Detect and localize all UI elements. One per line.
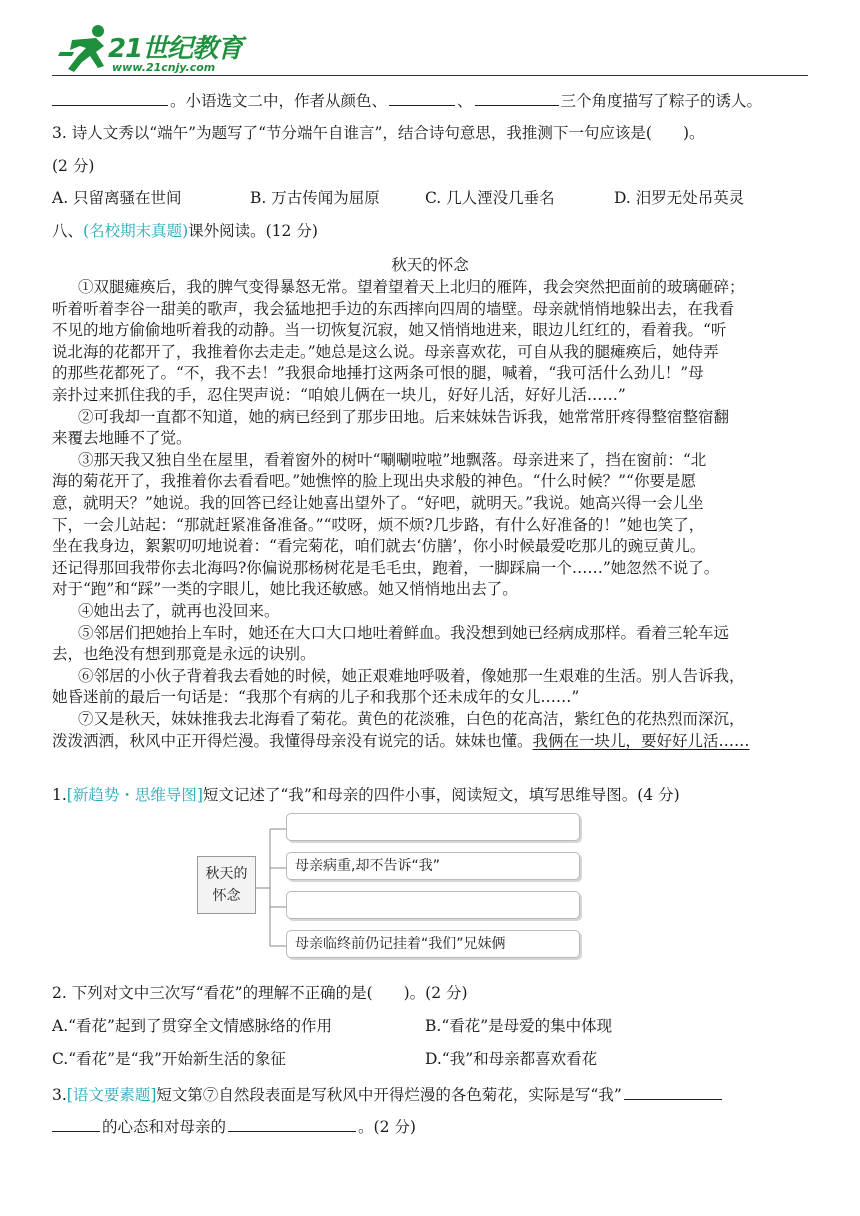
q2-text: 。小语选文二中，作者从颜色、	[170, 92, 388, 110]
q3-section-line2	[52, 1115, 416, 1137]
q3-tag: [语文要素题]	[66, 1086, 157, 1104]
passage-line: 说北海的花都开了，我推着你去走走。”她总是这么说。母亲喜欢花，可自从我的腿瘫痪后，她侍弄	[52, 342, 719, 361]
passage-line: 海的菊花开了，我推着你去看看吧。”她憔悴的脸上现出央求般的神色。“什么时候？”“你要是愿	[52, 472, 696, 491]
q3-text: 短文第⑦自然段表面是写秋风中开得烂漫的各色菊花，实际是写“我”	[156, 1086, 622, 1104]
answer-blank[interactable]	[475, 89, 559, 106]
section-title: 课外阅读。(12 分)	[188, 222, 318, 240]
q3-score: (2 分)	[52, 157, 95, 175]
passage-line: 亲扑过来抓住我的手，忍住哭声说：“咱娘儿俩在一块儿，好好儿活，好好儿活……”	[52, 386, 626, 404]
passage-line-text: 泼泼洒洒，秋风中正开得烂漫。我懂得母亲没有说完的话。妹妹也懂。	[52, 731, 533, 750]
mindmap-root-line2: 怀念	[212, 888, 241, 904]
q3-question: 3. 诗人文秀以“端午”为题写了“节分端午自谁言”，结合诗句意思，我推测下一句应该是( )。	[52, 124, 705, 142]
q2-question: 2. 下列对文中三次写“看花”的理解不正确的是( )。(2 分)	[52, 984, 468, 1002]
passage-line: 的那些花都死了。“不，我不去！”我狠命地捶打这两条可恨的腿，喊着，“我可活什么劲儿！”母	[52, 364, 704, 383]
answer-blank[interactable]	[228, 1115, 356, 1132]
mindmap-branch-1[interactable]	[286, 813, 580, 841]
q1-question	[52, 785, 680, 805]
q3-section-question	[52, 1083, 724, 1105]
answer-blank[interactable]	[624, 1083, 722, 1100]
underlined-sentence: 我俩在一块儿，要好好儿活……	[532, 731, 750, 750]
passage-line: 意，就明天？”她说。我的回答已经让她喜出望外了。“好吧，就明天。”我说。她高兴得一会儿坐	[52, 494, 704, 512]
answer-blank[interactable]	[52, 89, 168, 106]
passage-line: 去，也绝没有想到那竟是永远的诀别。	[52, 645, 316, 664]
passage-line: 来覆去地睡不了觉。	[52, 429, 192, 448]
q2-option-c[interactable]: C.“看花”是“我”开始新生活的象征	[52, 1050, 286, 1068]
logo-url: www.21cnjy.com	[112, 61, 216, 74]
passage-line: 坐在我身边，絮絮叨叨地说着：“看完菊花，咱们就去‘仿膳’，你小时候最爱吃那儿的豌豆黄儿。	[52, 537, 706, 556]
q3-number: 3.	[52, 1086, 67, 1104]
passage-line: 下，一会儿站起：“那就赶紧准备准备。”“哎呀，烦不烦?几步路，有什么好准备的！”她也笑了，	[52, 515, 705, 534]
answer-blank[interactable]	[389, 89, 455, 106]
passage-line: 还记得那回我带你去北海吗?你偏说那杨树花是毛毛虫，跑着，一脚踩扁一个……”她忽然不说了。	[52, 558, 720, 577]
q3-option-a[interactable]: A. 只留离骚在世间	[52, 189, 182, 207]
passage-line: ③那天我又独自坐在屋里，看着窗外的树叶“唰唰啦啦”地飘落。母亲进来了，挡在窗前：“北	[78, 450, 707, 469]
mindmap-branch-3[interactable]	[286, 891, 580, 919]
mindmap-root-line1: 秋天的	[205, 866, 248, 882]
q2-option-d[interactable]: D.“我”和母亲都喜欢看花	[425, 1050, 598, 1068]
mindmap-connector	[250, 826, 290, 950]
passage-line: ⑦又是秋天，妹妹推我去北海看了菊花。黄色的花淡雅，白色的花高洁，紫红色的花热烈而深沉，	[78, 710, 745, 728]
passage-line: ④她出去了，就再也没回来。	[78, 602, 280, 620]
q1-tag: [新趋势・思维导图]	[66, 786, 203, 804]
section8-heading	[52, 221, 318, 241]
source-tag: (名校期末真题)	[83, 222, 189, 240]
q3-option-d[interactable]: D. 汨罗无处吊英灵	[614, 189, 745, 207]
q2-fill-line	[52, 89, 762, 111]
passage-line: ①双腿瘫痪后，我的脾气变得暴怒无常。望着望着天上北归的雁阵，我会突然把面前的玻璃砸碎；	[78, 278, 745, 296]
passage-line: ②可我却一直都不知道，她的病已经到了那步田地。后来妹妹告诉我，她常常肝疼得整宿整宿翻	[78, 407, 730, 426]
passage-line: 听着听着李谷一甜美的歌声，我会猛地把手边的东西摔向四周的墙壁。母亲就悄悄地躲出去，在我看	[52, 299, 735, 318]
passage-line: ⑤邻居们把她抬上车时，她还在大口大口地吐着鲜血。我没想到她已经病成那样。看着三轮车远	[78, 623, 730, 642]
q3-option-b[interactable]: B. 万古传闻为屈原	[250, 189, 380, 207]
q2-text-end: 三个角度描写了粽子的诱人。	[560, 92, 763, 110]
q3-option-c[interactable]: C. 几人湮没几垂名	[425, 189, 555, 207]
passage-line: 不见的地方偷偷地听着我的动静。当一切恢复沉寂，她又悄悄地进来，眼边儿红红的，看着我。“听	[52, 321, 727, 340]
q1-number: 1.	[52, 786, 67, 804]
q1-text: 短文记述了“我”和母亲的四件小事，阅读短文，填写思维导图。(4 分)	[202, 786, 680, 804]
answer-blank[interactable]	[52, 1115, 100, 1132]
header-divider	[52, 75, 808, 76]
passage-line: 对于“跑”和“踩”一类的字眼儿，她比我还敏感。她又悄悄地出去了。	[52, 580, 518, 599]
q2-option-b[interactable]: B.“看花”是母爱的集中体现	[425, 1017, 613, 1035]
q3-text-2: 的心态和对母亲的	[102, 1118, 227, 1136]
mindmap-branch-2: 母亲病重,却不告诉“我”	[286, 852, 580, 880]
logo	[52, 22, 252, 74]
passage-line: 她昏迷前的最后一句话是：“我那个有病的儿子和我那个还未成年的女儿……”	[52, 688, 580, 707]
passage-title: 秋天的怀念	[391, 256, 469, 274]
mindmap-root	[197, 856, 256, 914]
passage-line: ⑥邻居的小伙子背着我去看她的时候，她正艰难地呼吸着，像她那一生艰难的生活。别人告诉我，	[78, 666, 745, 685]
q2-option-a[interactable]: A.“看花”起到了贯穿全文情感脉络的作用	[52, 1017, 332, 1035]
q2-sep: 、	[457, 92, 473, 110]
mindmap-branch-4: 母亲临终前仍记挂着“我们”兄妹俩	[286, 930, 580, 958]
logo-title: 21世纪教育	[108, 34, 243, 64]
q3-text-3: 。(2 分)	[358, 1118, 416, 1136]
passage-line	[52, 731, 750, 751]
section-number: 八、	[52, 222, 84, 240]
